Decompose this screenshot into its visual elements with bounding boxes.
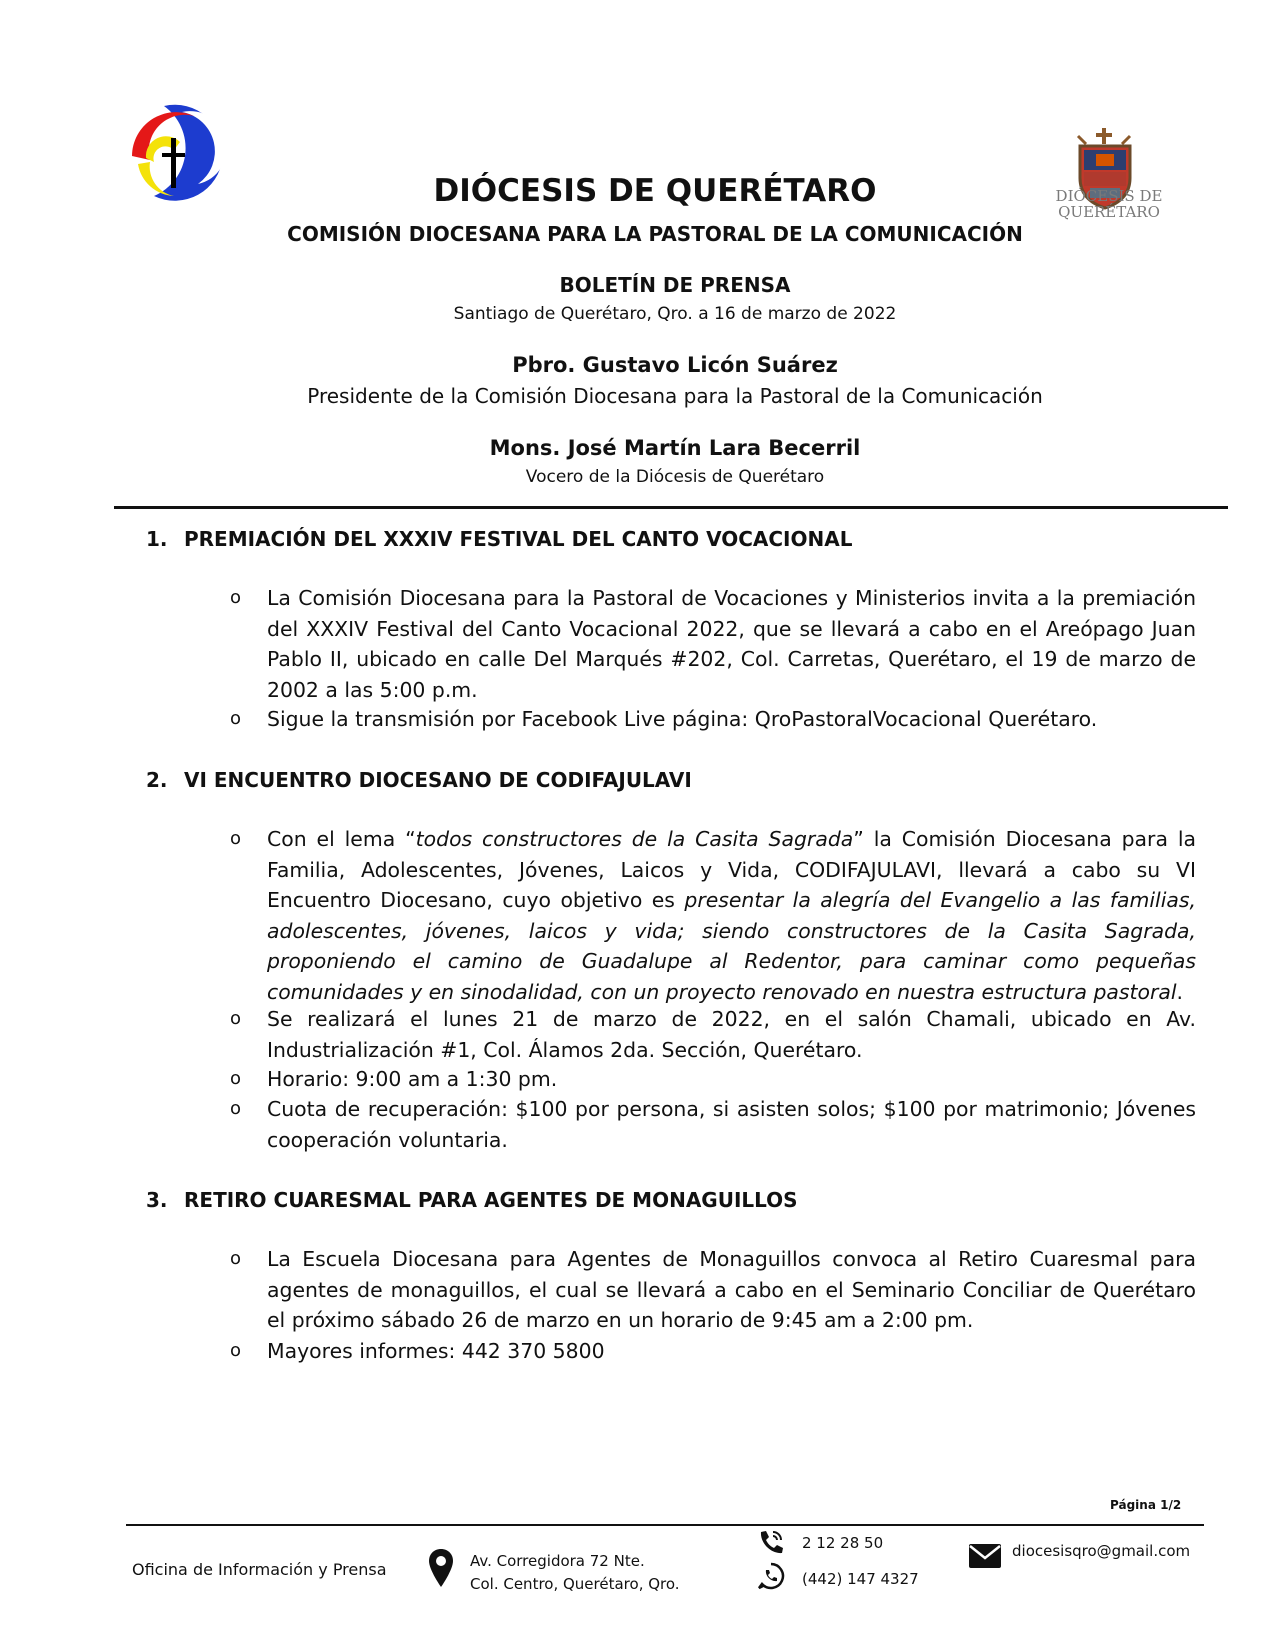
list-item [230, 704, 1196, 735]
list-item [230, 1064, 1196, 1095]
bulletin-heading: BOLETÍN DE PRENSA [559, 273, 791, 297]
page-subtitle: COMISIÓN DIOCESANA PARA LA PASTORAL DE LA COMUNICACIÓN [287, 222, 1023, 246]
president-name: Pbro. Gustavo Licón Suárez [512, 353, 838, 377]
item-text: La Escuela Diocesana para Agentes de Monaguillos convoca al Retiro Cuaresmal para agentes de monaguillos, el cual se llevará a cabo en el Seminario Conciliar de Querétaro el próximo sábado 26 de marzo en un horario de 9:45 am a 2:00 pm. [267, 1247, 1196, 1332]
seal-text-line2: QUERÉTARO [1058, 203, 1160, 221]
list-item [230, 583, 1196, 705]
item-text: Se realizará el lunes 21 de marzo de 2022, en el salón Chamali, ubicado en Av. Industrialización #1, Col. Álamos 2da. Sección, Querétaro. [267, 1007, 1196, 1062]
item-text-part: Con el lema “ [267, 827, 416, 851]
seal-text-line1: DIÓCESIS DE [1055, 187, 1163, 205]
section-1-heading [146, 527, 852, 551]
dateline: Santiago de Querétaro, Qro. a 16 de marzo de 2022 [453, 304, 897, 324]
spokesperson-role: Vocero de la Diócesis de Querétaro [525, 467, 825, 487]
list-item [230, 1244, 1196, 1336]
bullet: o [230, 828, 242, 849]
item-text: Horario: 9:00 am a 1:30 pm. [267, 1067, 558, 1091]
section-title: RETIRO CUARESMAL PARA AGENTES DE MONAGUILLOS [184, 1188, 798, 1212]
email-icon [968, 1543, 1002, 1569]
item-text: Mayores informes: 442 370 5800 [267, 1339, 605, 1363]
section-title: PREMIACIÓN DEL XXXIV FESTIVAL DEL CANTO VOCACIONAL [184, 527, 853, 551]
bullet: o [230, 1248, 242, 1269]
address-line-1: Av. Corregidora 72 Nte. [470, 1552, 645, 1570]
item-text: La Comisión Diocesana para la Pastoral de Vocaciones y Ministerios invita a la premiación del XXXIV Festival del Canto Vocacional 2022, que se llevará a cabo en el Areópago Juan Pablo II, ubicado en calle Del Marqués #202, Col. Carretas, Querétaro, el 19 de marzo de 2002 a las 5:00 p.m. [267, 586, 1196, 702]
item-text: Sigue la transmisión por Facebook Live página: QroPastoralVocacional Querétaro. [267, 707, 1098, 731]
bullet: o [230, 708, 242, 729]
item-text-part: . [1176, 979, 1184, 1004]
item-text [267, 824, 1196, 1007]
list-item [230, 1336, 1196, 1367]
section-number: 2. [146, 768, 168, 792]
header-divider [114, 506, 1228, 509]
bullet: o [230, 1068, 242, 1089]
whatsapp-number: (442) 147 4327 [802, 1570, 919, 1588]
section-title: VI ENCUENTRO DIOCESANO DE CODIFAJULAVI [184, 768, 692, 792]
list-item [230, 1004, 1196, 1065]
email-address: diocesisqro@gmail.com [1012, 1542, 1191, 1560]
bullet: o [230, 587, 242, 608]
list-item [230, 1094, 1196, 1155]
whatsapp-icon [757, 1562, 785, 1590]
page-title: DIÓCESIS DE QUERÉTARO [433, 173, 877, 209]
president-role: Presidente de la Comisión Diocesana para la Pastoral de la Comunicación [307, 384, 1043, 408]
section-number: 3. [146, 1188, 168, 1212]
phone-number: 2 12 28 50 [802, 1534, 884, 1552]
section-number: 1. [146, 527, 168, 551]
list-item [230, 824, 1196, 1007]
section-3-heading [146, 1188, 798, 1212]
address-line-2: Col. Centro, Querétaro, Qro. [470, 1575, 680, 1593]
motto-text: todos constructores de la Casita Sagrada [415, 827, 854, 851]
phone-icon [757, 1529, 785, 1555]
item-text-part: ” la Comisión Diocesana para la Familia, Adolescentes, Jóvenes, Laicos y Vida, CODIFAJULAVI, llevará a cabo su VI Encuentro Diocesano, cuyo objetivo es [267, 827, 1196, 912]
objective-text: presentar la alegría del Evangelio a las familias, adolescentes, jóvenes, laicos y vida; siendo constructores de la Casita Sagrada, proponiendo el camino de Guadalupe al Redentor, para caminar como pequeñas comunidades y en sinodalidad, con un proyecto renovado en nuestra estructura pastoral [267, 888, 1196, 1004]
office-name: Oficina de Información y Prensa [132, 1560, 387, 1579]
bullet: o [230, 1008, 242, 1029]
location-pin-icon [428, 1548, 454, 1588]
bullet: o [230, 1098, 242, 1119]
footer-divider [126, 1524, 1204, 1526]
bullet: o [230, 1340, 242, 1361]
spokesperson-name: Mons. José Martín Lara Becerril [489, 436, 861, 460]
item-text: Cuota de recuperación: $100 por persona, si asisten solos; $100 por matrimonio; Jóvenes cooperación voluntaria. [267, 1097, 1196, 1152]
page-number: Página 1/2 [1110, 1498, 1182, 1512]
section-2-heading [146, 768, 692, 792]
